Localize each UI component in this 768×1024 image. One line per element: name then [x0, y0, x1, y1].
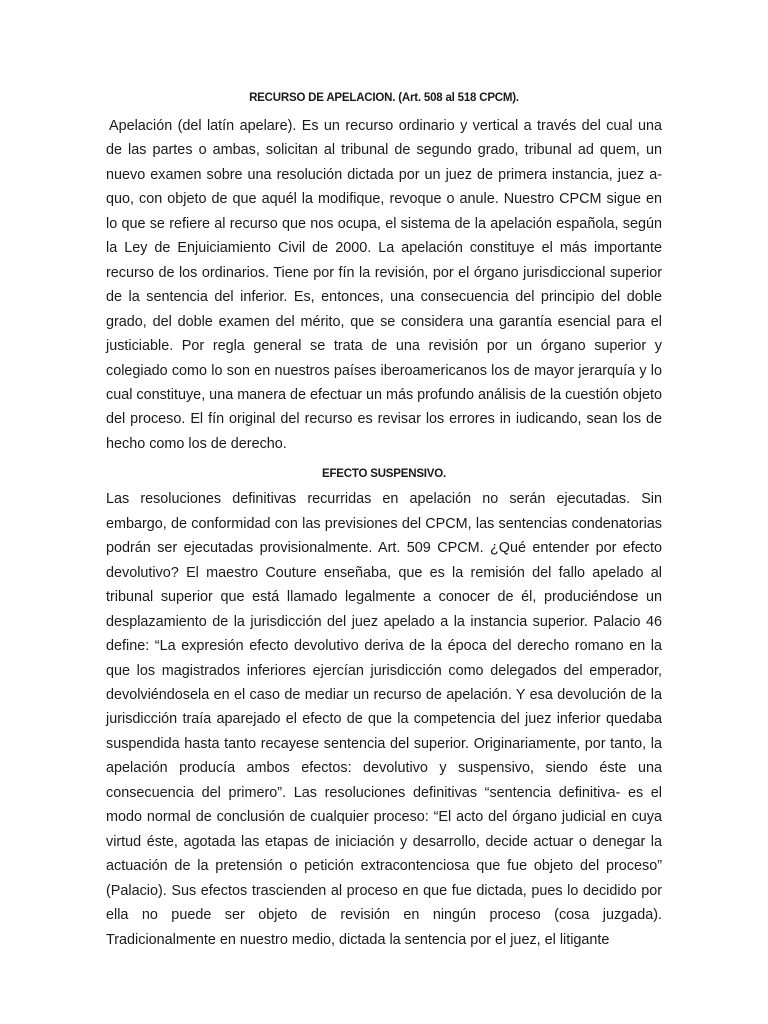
- paragraph-efecto-suspensivo: Las resoluciones definitivas recurridas en apelación no serán ejecutadas. Sin embargo, de conformidad con las previsiones del CPCM, las sentencias condenatorias podrán ser ejecutadas provisionalmente. Art. 509 CPCM. ¿Qué entender por efecto devolutivo? El maestro Couture enseñaba, que es la remisión del fallo apelado al tribunal superior que está llamado legalmente a conocer de él, produciéndose un desplazamiento de la jurisdicción del juez apelado a la instancia superior. Palacio 46 define: “La expresión efecto devolutivo deriva de la época del derecho romano en la que los magistrados inferiores ejercían jurisdicción como delegados del emperador, devolviéndosela en el caso de mediar un recurso de apelación. Y esa devolución de la jurisdicción traía aparejado el efecto de que la competencia del juez inferior quedaba suspendida hasta tanto recayese sentencia del superior. Originariamente, por tanto, la apelación producía ambos efectos: devolutivo y suspensivo, siendo éste una consecuencia del primero”. Las resoluciones definitivas “sentencia definitiva- es el modo normal de conclusión de cualquier proceso: “El acto del órgano judicial en cuya virtud éste, agotada las etapas de iniciación y desarrollo, decide actuar o denegar la actuación de la pretensión o petición extracontenciosa que fue objeto del proceso” (Palacio). Sus efectos trascienden al proceso en que fue dictada, pues lo decidido por ella no puede ser objeto de revisión en ningún proceso (cosa juzgada). Tradicionalmente en nuestro medio, dictada la sentencia por el juez, el litigante: [106, 491, 662, 948]
- section-heading-efecto-suspensivo: EFECTO SUSPENSIVO.: [322, 468, 446, 481]
- paragraph-apelacion: Apelación (del latín apelare). Es un recurso ordinario y vertical a través del cual una de las partes o ambas, solicitan al tribunal de segundo grado, tribunal ad quem, un nuevo examen sobre una resolución dictada por un juez de primera instancia, juez a-quo, con objeto de que aquél la modifique, revoque o anule. Nuestro CPCM sigue en lo que se refiere al recurso que nos ocupa, el sistema de la apelación española, según la Ley de Enjuiciamiento Civil de 2000. La apelación constituye el más importante recurso de los ordinarios. Tiene por fín la revisión, por el órgano jurisdiccional superior de la sentencia del inferior. Es, entonces, una consecuencia del principio del doble grado, del doble examen del mérito, que se considera una garantía esencial para el justiciable. Por regla general se trata de una revisión por un órgano superior y colegiado como lo son en nuestros países iberoamericanos los de mayor jerarquía y lo cual constituye, una manera de efectuar un más profundo análisis de la cuestión objeto del proceso. El fín original del recurso es revisar los errores in iudicando, sean los de hecho como los de derecho.: [106, 118, 662, 452]
- document-page: [106, 92, 662, 952]
- section-heading-recurso-de-apelacion: RECURSO DE APELACION. (Art. 508 al 518 CPCM).: [249, 92, 519, 104]
